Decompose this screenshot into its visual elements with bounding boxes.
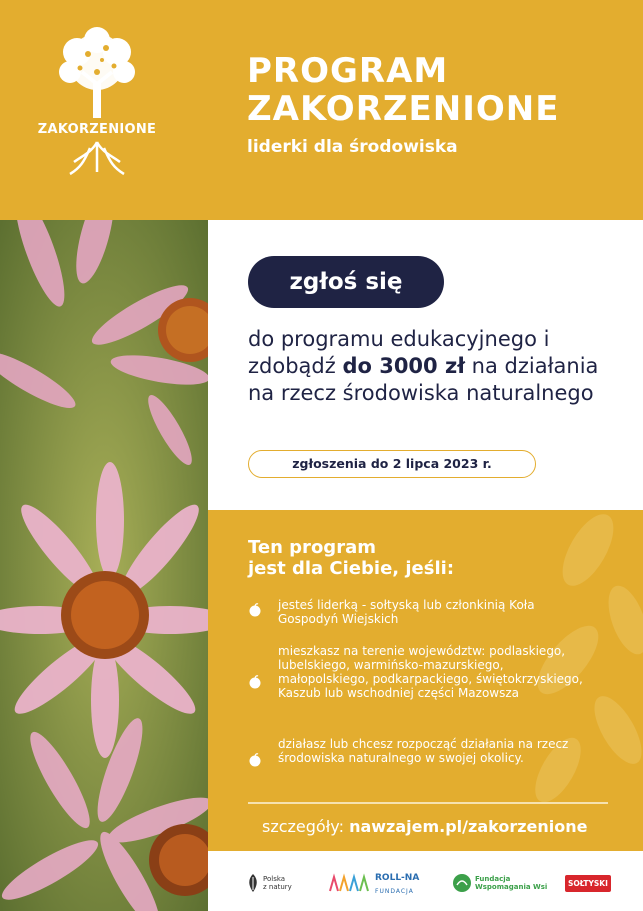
partner-polska-z-natury (246, 870, 292, 896)
flower-photo (0, 220, 208, 911)
eligibility-title-line-1: Ten program (248, 537, 376, 558)
echinacea-flower-illustration (0, 220, 208, 911)
partner-fundacja-wspomagania-wsi (452, 870, 547, 896)
polska-z-natury-logo-icon (246, 873, 260, 893)
soltyski-badge: SOŁTYSKI (565, 875, 611, 892)
roll-na-people-icon (326, 873, 372, 893)
logo-text: ZAKORZENIONE (37, 122, 157, 137)
partner-1-line-1: Polska (263, 875, 286, 883)
page-subtitle: liderki dla środowiska (247, 137, 458, 157)
tree-icon (22, 22, 172, 182)
details-label: szczegóły: (262, 817, 344, 836)
eligibility-title (248, 537, 454, 579)
lead-amount: do 3000 zł (342, 354, 465, 378)
partner-2-line-1: ROLL-NA (375, 873, 420, 883)
title-line-1: PROGRAM (247, 51, 449, 91)
title-line-2: ZAKORZENIONE (247, 89, 560, 129)
lead-text-part-2: na działania na rzecz środowiska naturalnego (248, 354, 599, 405)
criterion-item: mieszkasz na terenie województw: podlaskiego, lubelskiego, warmińsko-mazurskiego, małopolskiego, podkarpackiego, świętokrzyskiego, Kaszub lub wschodniej części Mazowsza (278, 644, 583, 700)
program-lead (248, 326, 628, 407)
criterion-item: działasz lub chcesz rozpocząć działania na rzecz środowiska naturalnego w swojej okolicy. (278, 737, 569, 765)
criterion-item: jesteś liderką - sołtyską lub członkinią Koła Gospodyń Wiejskich (278, 598, 535, 626)
details-link[interactable]: nawzajem.pl/zakorzenione (349, 817, 588, 836)
apple-bullet-icon (248, 603, 262, 617)
apply-button[interactable]: zgłoś się (248, 256, 444, 308)
deadline-badge: zgłoszenia do 2 lipca 2023 r. (248, 450, 536, 478)
partner-3-line-2: Wspomagania Wsi (475, 883, 548, 891)
eligibility-title-line-2: jest dla Ciebie, jeśli: (248, 558, 455, 579)
header-banner (0, 0, 643, 220)
zakorzenione-logo (22, 22, 172, 182)
partner-roll-na (326, 870, 419, 896)
divider (248, 802, 608, 804)
lead-text-part-1: do programu edukacyjnego i zdobądź (248, 327, 550, 378)
partner-2-line-2: FUNDACJA (375, 888, 414, 895)
partner-1-line-2: z natury (263, 883, 292, 891)
apple-bullet-icon (248, 675, 262, 689)
details-line (262, 817, 587, 836)
partner-3-line-1: Fundacja (475, 875, 511, 883)
partner-soltyski (565, 870, 611, 896)
page-title (247, 52, 559, 128)
apple-bullet-icon (248, 753, 262, 767)
fundacja-logo-icon (452, 873, 472, 893)
